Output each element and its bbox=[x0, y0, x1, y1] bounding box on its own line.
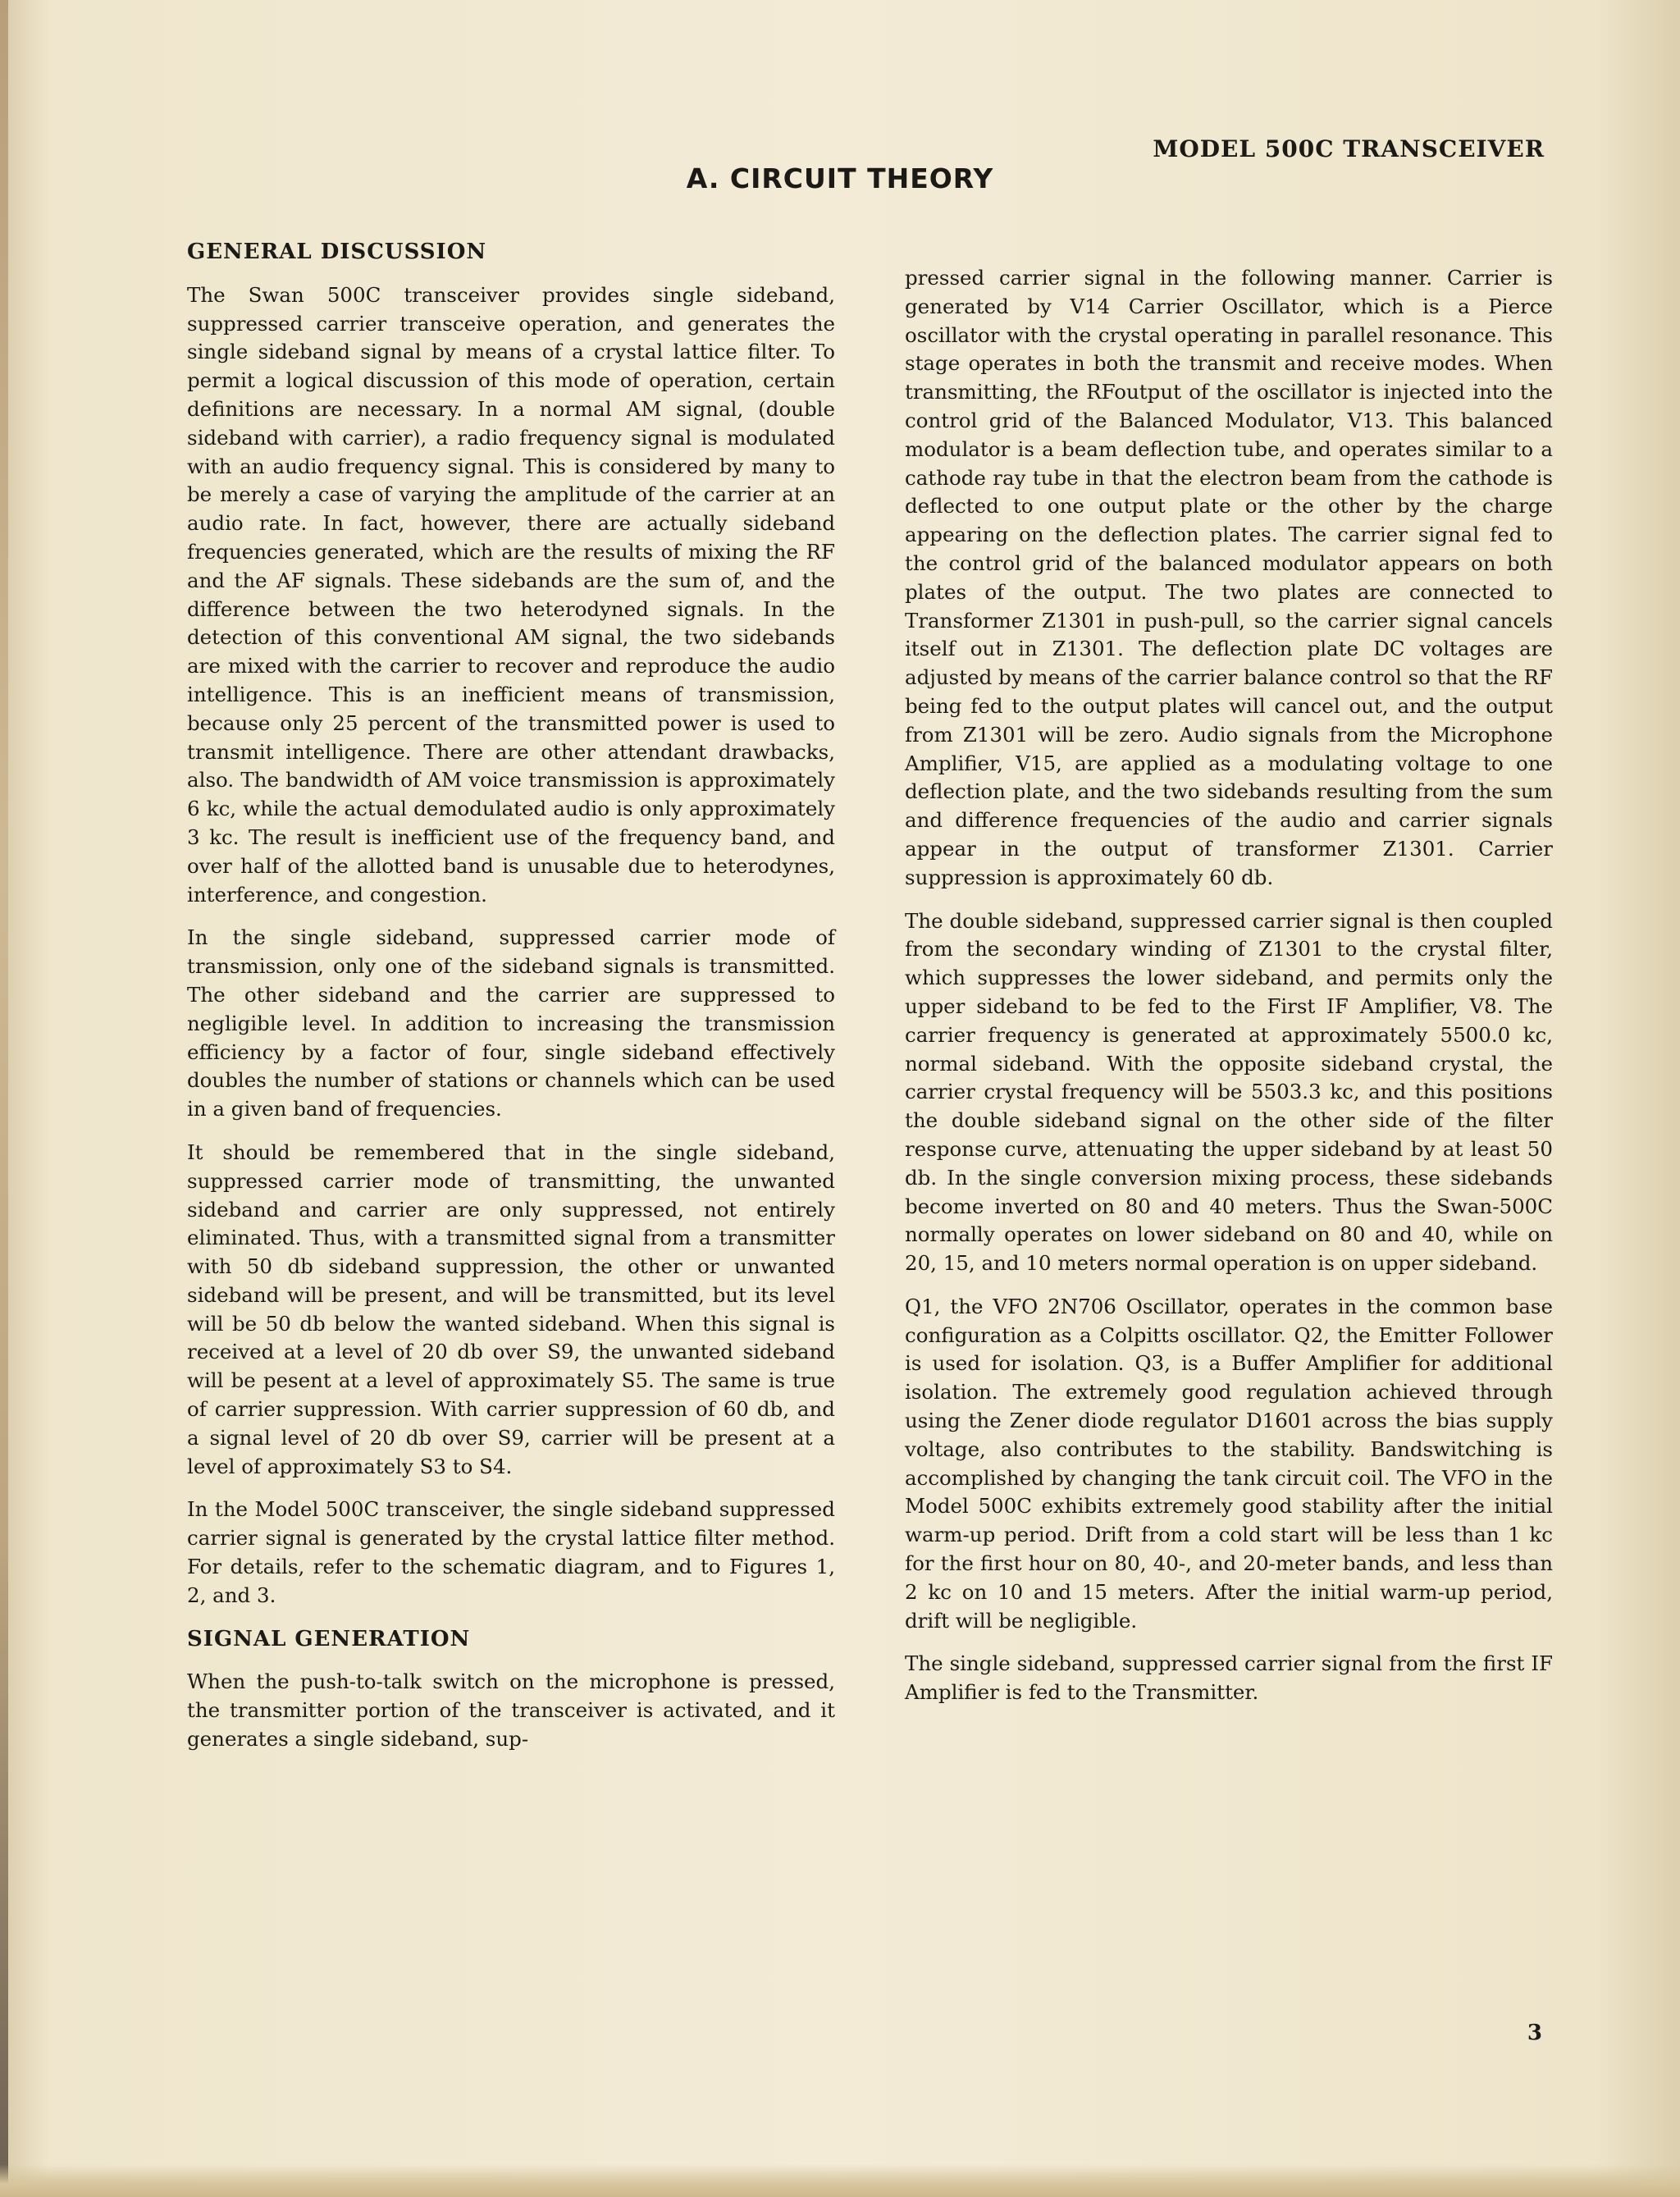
heading-signal-generation: SIGNAL GENERATION bbox=[187, 1626, 471, 1651]
paragraph: In the single sideband, suppressed carrier mode of transmission, only one of the sideband signals is transmitted. The other sideband and the carrier are suppressed to negligible level. In addition to increasing the transmission efficiency by a factor of four, single sideband effectively doubles the number of stations or channels which can be used in a given band of frequencies. bbox=[187, 925, 835, 1121]
paragraph: In the Model 500C transceiver, the single sideband suppressed carrier signal is generated by the crystal lattice filter method. For details, refer to the schematic diagram, and to Figures 1, 2, and 3. bbox=[187, 1497, 835, 1607]
page-left-edge bbox=[0, 0, 8, 2197]
left-column bbox=[187, 238, 835, 1769]
heading-general-discussion: GENERAL DISCUSSION bbox=[187, 240, 487, 264]
section-title: A. CIRCUIT THEORY bbox=[686, 162, 994, 194]
page-bottom-edge bbox=[0, 2164, 1680, 2197]
right-column bbox=[905, 264, 1553, 1722]
paragraph: When the push-to-talk switch on the microphone is pressed, the transmitter portion of the transceiver is activated, and it generates a single sideband, sup- bbox=[187, 1669, 835, 1752]
paragraph: The Swan 500C transceiver provides single sideband, suppressed carrier transceive operation, and generates the single sideband signal by means of a crystal lattice filter. To permit a logical discussion of this mode of operation, certain definitions are necessary. In a normal AM signal, (double sideband with carrier), a radio frequency signal is modulated with an audio frequency signal. This is considered by many to be merely a case of varying the amplitude of the carrier at an audio rate. In fact, however, there are actually sideband frequencies generated, which are the results of mixing the RF and the AF signals. These sidebands are the sum of, and the difference between the two heterodyned signals. In the detection of this conventional AM signal, the two sidebands are mixed with the carrier to recover and reproduce the audio intelligence. This is an inefficient means of transmission, because only 25 percent of the transmitted power is used to transmit intelligence. There are other attendant drawbacks, also. The bandwidth of AM voice transmission is approximately 6 kc, while the actual demodulated audio is only approximately 3 kc. The result is inefficient use of the frequency band, and over half of the allotted band is unusable due to heterodynes, interference, and congestion. bbox=[187, 282, 835, 907]
paragraph: The double sideband, suppressed carrier signal is then coupled from the secondary winding of Z1301 to the crystal filter, which suppresses the lower sideband, and permits only the upper sideband to be fed to the First IF Amplifier, V8. The carrier frequency is generated at approximately 5500.0 kc, normal sideband. With the opposite sideband crystal, the carrier crystal frequency will be 5503.3 kc, and this positions the double sideband signal on the other side of the filter response curve, attenuating the upper sideband by at least 50 db. In the single conversion mixing process, these sidebands become inverted on 80 and 40 meters. Thus the Swan-500C normally operates on lower sideband on 80 and 40, while on 20, 15, and 10 meters normal operation is on upper sideband. bbox=[905, 908, 1553, 1276]
page-number: 3 bbox=[1527, 2021, 1542, 2045]
paragraph: It should be remembered that in the single sideband, suppressed carrier mode of transmitting, the unwanted sideband and carrier are only suppressed, not entirely eliminated. Thus, with a transmitted signal from a transmitter with 50 db sideband suppression, the other or unwanted sideband will be present, and will be transmitted, but its level will be 50 db below the wanted sideband. When this signal is received at a level of 20 db over S9, the unwanted sideband will be pesent at a level of approximately S5. The same is true of carrier suppression. With carrier suppression of 60 db, and a signal level of 20 db over S9, carrier will be present at a level of approximately S3 to S4. bbox=[187, 1140, 835, 1478]
model-header: MODEL 500C TRANSCEIVER bbox=[1153, 135, 1545, 162]
paragraph: pressed carrier signal in the following manner. Carrier is generated by V14 Carrier Oscillator, which is a Pierce oscillator with the crystal operating in parallel resonance. This stage operates in both the transmit and receive modes. When transmitting, the RFoutput of the oscillator is injected into the control grid of the Balanced Modulator, V13. This balanced modulator is a beam deflection tube, and operates similar to a cathode ray tube in that the electron beam from the cathode is deflected to one output plate or the other by the charge appearing on the deflection plates. The carrier signal fed to the control grid of the balanced modulator appears on both plates of the output. The two plates are connected to Transformer Z1301 in push-pull, so the carrier signal cancels itself out in Z1301. The deflection plate DC voltages are adjusted by means of the carrier balance control so that the RF being fed to the output plates will cancel out, and the output from Z1301 will be zero. Audio signals from the Microphone Amplifier, V15, are applied as a modulating voltage to one deflection plate, and the two sidebands resulting from the sum and difference frequencies of the audio and carrier signals appear in the output of transformer Z1301. Carrier suppression is approximately 60 db. bbox=[905, 266, 1553, 889]
paragraph: The single sideband, suppressed carrier signal from the first IF Amplifier is fed to the Transmitter. bbox=[905, 1651, 1553, 1705]
paragraph: Q1, the VFO 2N706 Oscillator, operates in the common base configuration as a Colpitts oscillator. Q2, the Emitter Follower is used for isolation. Q3, is a Buffer Amplifier for additional isolation. The extremely good regulation achieved through using the Zener diode regulator D1601 across the bias supply voltage, also contributes to the stability. Bandswitching is accomplished by changing the tank circuit coil. The VFO in the Model 500C exhibits extremely good stability after the initial warm-up period. Drift from a cold start will be less than 1 kc for the first hour on 80, 40-, and 20-meter bands, and less than 2 kc on 10 and 15 meters. After the initial warm-up period, drift will be negligible. bbox=[905, 1294, 1553, 1633]
